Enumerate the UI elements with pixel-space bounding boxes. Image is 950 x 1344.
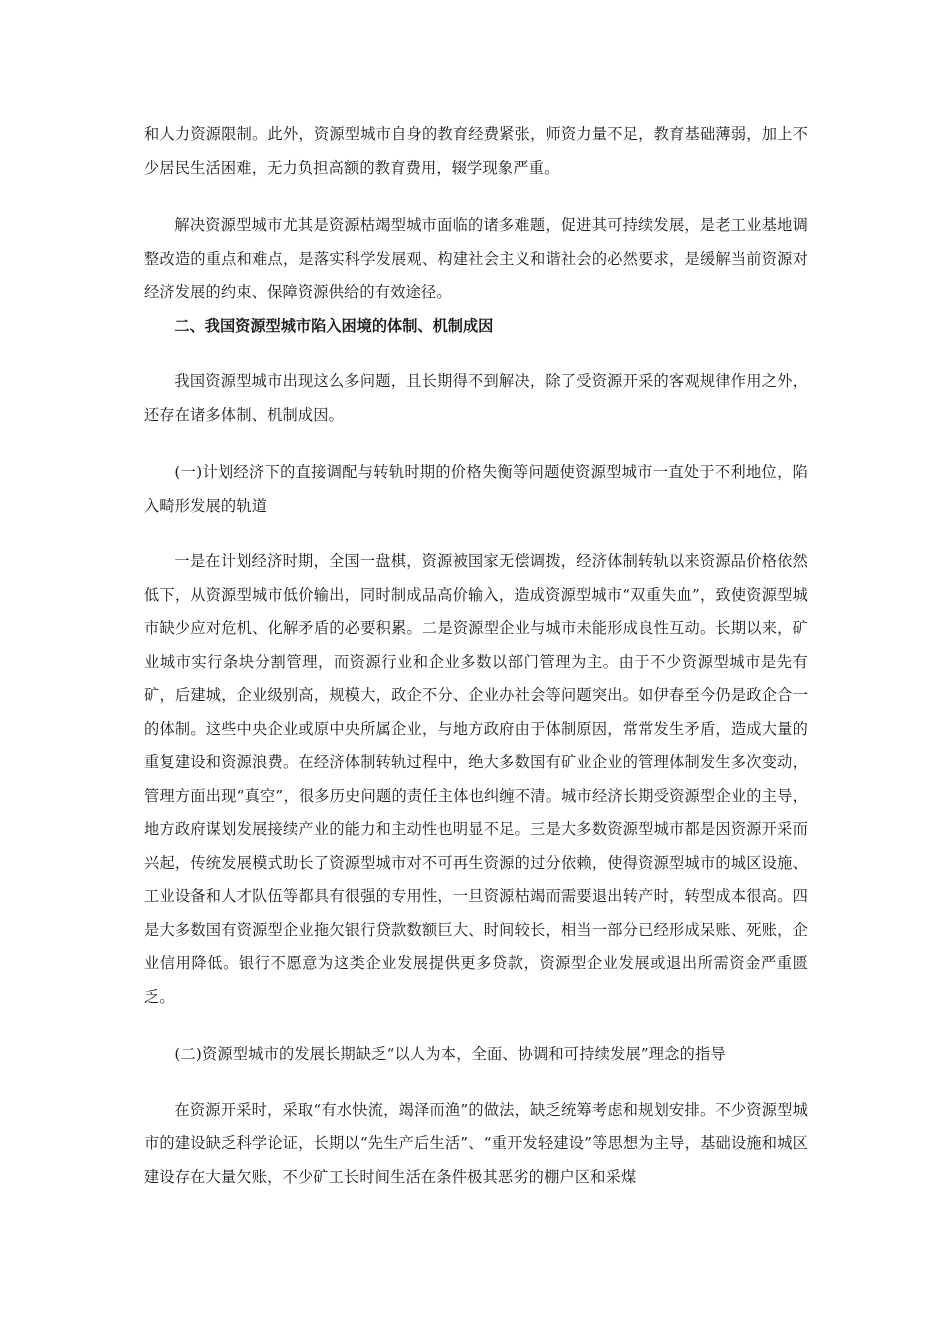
paragraph-education-limits: 和人力资源限制。此外，资源型城市自身的教育经费紧张，师资力量不足，教育基础薄弱，加上不少居民生活困难，无力负担高额的教育费用，辍学现象严重。: [144, 125, 808, 177]
paragraph-solution-significance: 解决资源型城市尤其是资源枯竭型城市面临的诸多难题，促进其可持续发展，是老工业基地调整改造的重点和难点，是落实科学发展观、构建社会主义和谐社会的必然要求，是缓解当前资源对经济发展的约束、保障资源供给的有效途径。: [144, 216, 808, 301]
section-heading: 二、我国资源型城市陷入困境的体制、机制成因: [174, 316, 494, 335]
subheading-development-philosophy: (二)资源型城市的发展长期缺乏“以人为本，全面、协调和可持续发展”理念的指导: [174, 1045, 726, 1063]
paragraph-planned-economy-details: 一是在计划经济时期，全国一盘棋，资源被国家无偿调拨，经济体制转轨以来资源品价格依然低下，从资源型城市低价输出，同时制成品高价输入，造成资源型城市“双重失血”，致使资源型城市缺少应对危机、化解矛盾的必要积累。二是资源型企业与城市未能形成良性互动。长期以来，矿业城市实行条块分割管理，而资源行业和企业多数以部门管理为主。由于不少资源型城市是先有矿，后建城，企业级别高，规模大，政企不分、企业办社会等问题突出。如伊春至今仍是政企合一的体制。这些中央企业或原中央所属企业，与地方政府由于体制原因，常常发生矛盾，造成大量的重复建设和资源浪费。在经济体制转轨过程中，绝大多数国有矿业企业的管理体制发生多次变动，管理方面出现“真空”，很多历史问题的责任主体也纠缠不清。城市经济长期受资源型企业的主导，地方政府谋划发展接续产业的能力和主动性也明显不足。三是大多数资源型城市都是因资源开采而兴起，传统发展模式助长了资源型城市对不可再生资源的过分依赖，使得资源型城市的城区设施、工业设备和人才队伍等都具有很强的专用性，一旦资源枯竭而需要退出转产时，转型成本很高。四是大多数国有资源型企业拖欠银行贷款数额巨大、时间较长，相当一部分已经形成呆账、死账，企业信用降低。银行不愿意为这类企业发展提供更多贷款，资源型企业发展或退出所需资金严重匮乏。: [144, 552, 808, 1006]
paragraph-resource-extraction: 在资源开采时，采取“有水快流，竭泽而渔”的做法，缺乏统筹考虑和规划安排。不少资源型城市的建设缺乏科学论证，长期以“先生产后生活”、“重开发轻建设”等思想为主导，基础设施和城区建设存在大量欠账，不少矿工长时间生活在条件极其恶劣的棚户区和采煤: [144, 1100, 808, 1186]
paragraph-causes-intro: 我国资源型城市出现这么多问题，且长期得不到解决，除了受资源开采的客观规律作用之外，还存在诸多体制、机制成因。: [144, 372, 808, 424]
document-page: [144, 118, 808, 1194]
subheading-planned-economy: (一)计划经济下的直接调配与转轨时期的价格失衡等问题使资源型城市一直处于不利地位，陷入畸形发展的轨道: [144, 463, 808, 515]
